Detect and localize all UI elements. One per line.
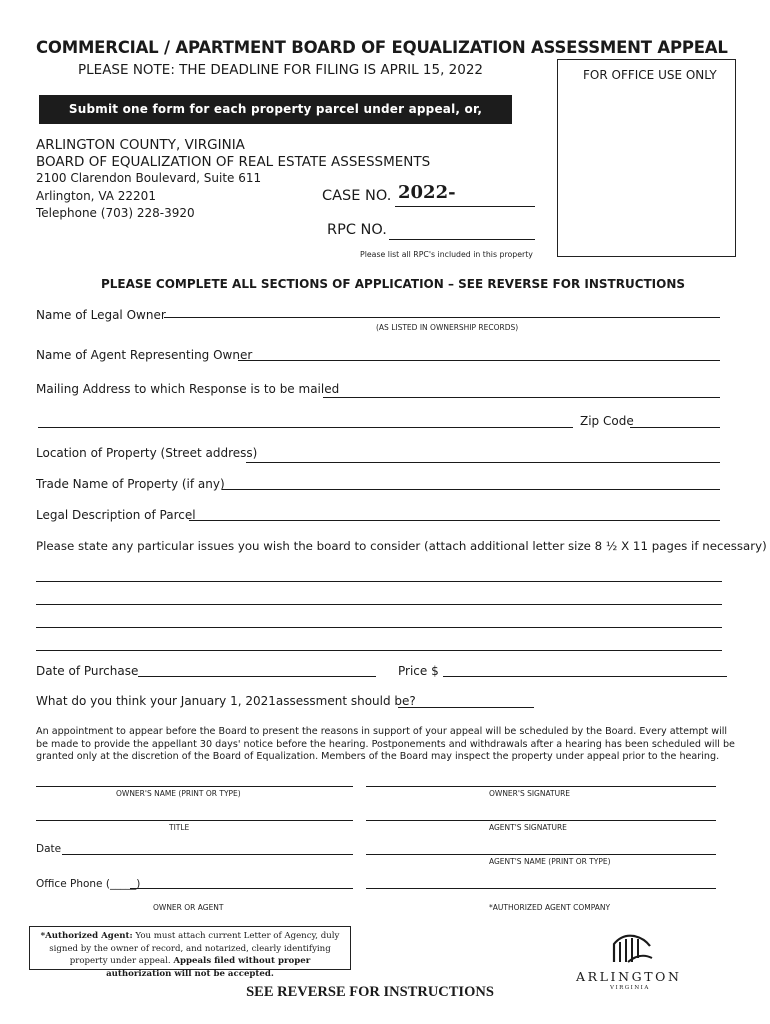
rpc-number-line[interactable] [389, 239, 535, 240]
office-use-box [557, 59, 736, 257]
agent-name-line[interactable] [366, 854, 716, 855]
legal-owner-label: Name of Legal Owner [36, 308, 166, 322]
date-of-purchase-field[interactable] [138, 676, 376, 677]
logo-state: VIRGINIA [610, 985, 650, 991]
issues-line-2[interactable] [36, 604, 722, 605]
city-address: Arlington, VA 22201 [36, 189, 156, 203]
legal-description-field[interactable] [189, 520, 720, 521]
issues-label: Please state any particular issues you wish the board to consider (attach additional letter size 8 ½ X 11 pages if necessary) [36, 539, 767, 553]
rpc-note: Please list all RPC's included in this property [360, 250, 533, 259]
owner-signature-label: OWNER'S SIGNATURE [489, 789, 571, 798]
date-label: Date [36, 843, 62, 855]
issues-line-1[interactable] [36, 581, 722, 582]
agent-label: Name of Agent Representing Owner [36, 348, 253, 362]
deadline-notice: PLEASE NOTE: THE DEADLINE FOR FILING IS APRIL 15, 2022 [78, 62, 484, 78]
authorized-agent-lead: *Authorized Agent: [40, 931, 133, 941]
agent-company-label: *AUTHORIZED AGENT COMPANY [489, 903, 611, 912]
case-number-line[interactable] [395, 206, 535, 207]
price-field[interactable] [443, 676, 727, 677]
zip-code-label: Zip Code [580, 414, 634, 428]
office-use-label: FOR OFFICE USE ONLY [583, 68, 717, 82]
date-field[interactable] [62, 854, 353, 855]
mailing-address-line2[interactable] [38, 427, 573, 428]
authorized-agent-text: You must attach current Letter of Agency, duly signed by the owner of record, and notarized, clearly identifying property under appeal. [49, 931, 340, 966]
zip-code-field[interactable] [630, 427, 720, 428]
see-reverse-footer: SEE REVERSE FOR INSTRUCTIONS [246, 984, 494, 1000]
owner-or-agent-label: OWNER OR AGENT [153, 903, 224, 912]
authorized-agent-notice [29, 926, 351, 979]
agent-signature-line[interactable] [366, 820, 716, 821]
price-label: Price $ [398, 664, 439, 678]
office-phone-label: Office Phone (_____) [36, 878, 141, 890]
agent-signature-label: AGENT'S SIGNATURE [489, 823, 567, 832]
hearing-paragraph: An appointment to appear before the Board to present the reasons in support of your appeal will be scheduled by the Board. Every attempt will be made to provide the appellant 30 days' notice before the hearing. Postponements and withdrawals after a hearing has been scheduled will be granted only at the discretion of the Board of Equalization. Members of the Board may inspect the property under appeal prior to the hearing. [36, 726, 735, 762]
issues-line-3[interactable] [36, 627, 722, 628]
rpc-number-label: RPC NO. [327, 222, 387, 238]
office-phone-field[interactable] [130, 888, 353, 889]
assessment-question: What do you think your January 1, 2021assessment should be? [36, 694, 416, 708]
authorized-agent-warning: Appeals filed without proper authorization will not be accepted. [106, 956, 311, 979]
owner-name-line[interactable] [36, 786, 353, 787]
submission-banner: Submit one form for each property parcel under appeal, or, Economic Unit. [39, 95, 512, 124]
logo-name: ARLINGTON [576, 969, 682, 984]
owner-signature-line[interactable] [366, 786, 716, 787]
county-name: ARLINGTON COUNTY, VIRGINIA [36, 137, 245, 153]
trade-name-label: Trade Name of Property (if any) [36, 477, 225, 491]
agent-field[interactable] [238, 360, 720, 361]
arlington-logo-icon [610, 932, 654, 968]
trade-name-field[interactable] [222, 489, 720, 490]
case-number-label: CASE NO. [322, 188, 392, 204]
case-number-value: 2022- [398, 182, 456, 203]
mailing-address-field[interactable] [323, 397, 720, 398]
issues-line-4[interactable] [36, 650, 722, 651]
title-line[interactable] [36, 820, 353, 821]
board-name: BOARD OF EQUALIZATION OF REAL ESTATE ASSESSMENTS [36, 154, 431, 170]
section-heading: PLEASE COMPLETE ALL SECTIONS OF APPLICATION – SEE REVERSE FOR INSTRUCTIONS [100, 277, 686, 291]
agent-name-label: AGENT'S NAME (PRINT OR TYPE) [489, 857, 611, 866]
location-label: Location of Property (Street address) [36, 446, 258, 460]
title-label: TITLE [169, 823, 190, 832]
date-of-purchase-label: Date of Purchase [36, 664, 139, 678]
street-address: 2100 Clarendon Boulevard, Suite 611 [36, 171, 262, 185]
agent-company-line[interactable] [366, 888, 716, 889]
legal-owner-field[interactable] [164, 317, 720, 318]
owner-name-label: OWNER'S NAME (PRINT OR TYPE) [116, 789, 241, 798]
telephone: Telephone (703) 228-3920 [36, 206, 195, 220]
mailing-address-label: Mailing Address to which Response is to be mailed [36, 382, 340, 396]
legal-owner-note: (AS LISTED IN OWNERSHIP RECORDS) [376, 323, 519, 332]
legal-description-label: Legal Description of Parcel [36, 508, 196, 522]
location-field[interactable] [246, 462, 720, 463]
form-title: COMMERCIAL / APARTMENT BOARD OF EQUALIZATION ASSESSMENT APPEAL [36, 38, 728, 57]
assessment-field[interactable] [398, 707, 534, 708]
